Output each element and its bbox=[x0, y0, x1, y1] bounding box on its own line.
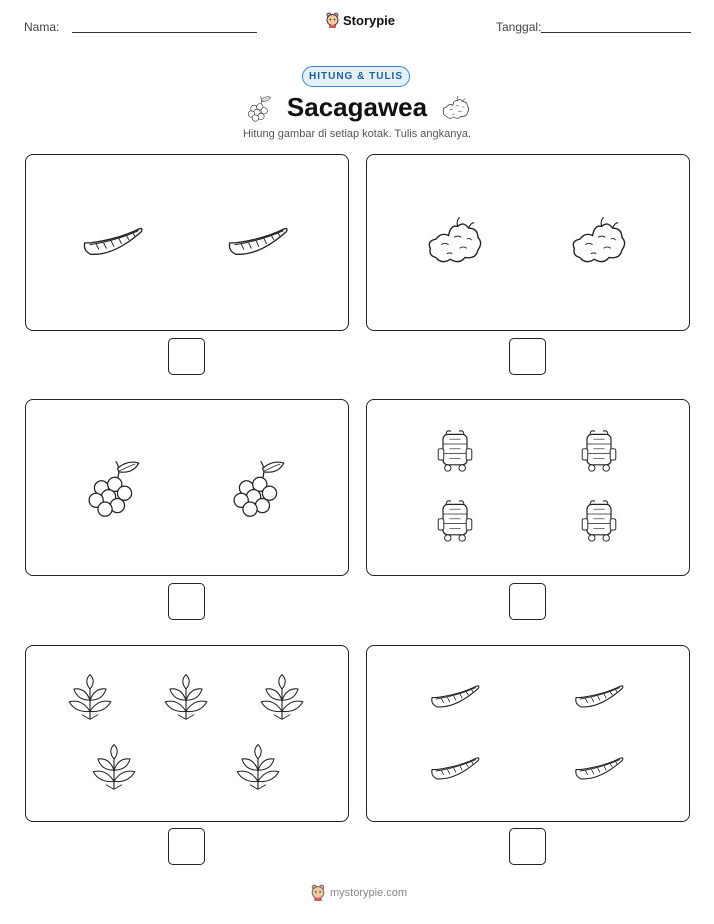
storypie-mascot-icon bbox=[325, 12, 340, 28]
date-label: Tanggal: bbox=[496, 20, 542, 34]
ginger-root-icon bbox=[567, 213, 631, 269]
ginger-root-icon bbox=[423, 213, 487, 269]
backpack-icon bbox=[435, 428, 475, 476]
canoe-icon bbox=[226, 221, 292, 261]
date-input-line[interactable] bbox=[541, 32, 691, 33]
answer-box-5[interactable] bbox=[168, 828, 205, 865]
count-panel-2 bbox=[366, 154, 690, 331]
canoe-icon bbox=[573, 680, 627, 712]
leaf-plant-icon bbox=[66, 672, 114, 722]
count-panel-4 bbox=[366, 399, 690, 576]
berries-icon bbox=[227, 456, 289, 518]
backpack-icon bbox=[435, 498, 475, 546]
footer bbox=[310, 884, 407, 901]
answer-box-2[interactable] bbox=[509, 338, 546, 375]
page-title: Sacagawea bbox=[286, 92, 428, 122]
count-panel-1 bbox=[25, 154, 349, 331]
count-panel-6 bbox=[366, 645, 690, 822]
canoe-icon bbox=[81, 221, 147, 261]
backpack-icon bbox=[579, 428, 619, 476]
leaf-plant-icon bbox=[90, 742, 138, 792]
backpack-icon bbox=[579, 498, 619, 546]
count-panel-3 bbox=[25, 399, 349, 576]
answer-box-4[interactable] bbox=[509, 583, 546, 620]
instructions: Hitung gambar di setiap kotak. Tulis angkanya. bbox=[242, 128, 472, 140]
canoe-icon bbox=[573, 752, 627, 784]
brand-name: Storypie bbox=[343, 12, 396, 28]
storypie-mascot-icon bbox=[310, 884, 326, 901]
answer-box-1[interactable] bbox=[168, 338, 205, 375]
leaf-plant-icon bbox=[234, 742, 282, 792]
ginger-root-icon bbox=[440, 94, 472, 122]
count-panel-5 bbox=[25, 645, 349, 822]
activity-badge: HITUNG & TULIS bbox=[302, 66, 410, 87]
answer-box-3[interactable] bbox=[168, 583, 205, 620]
name-label: Nama: bbox=[24, 20, 60, 34]
footer-url[interactable]: mystorypie.com bbox=[330, 886, 408, 899]
berries-icon bbox=[82, 456, 144, 518]
brand-logo bbox=[325, 12, 395, 28]
answer-box-6[interactable] bbox=[509, 828, 546, 865]
canoe-icon bbox=[429, 752, 483, 784]
canoe-icon bbox=[429, 680, 483, 712]
name-input-line[interactable] bbox=[72, 32, 257, 33]
leaf-plant-icon bbox=[162, 672, 210, 722]
leaf-plant-icon bbox=[258, 672, 306, 722]
